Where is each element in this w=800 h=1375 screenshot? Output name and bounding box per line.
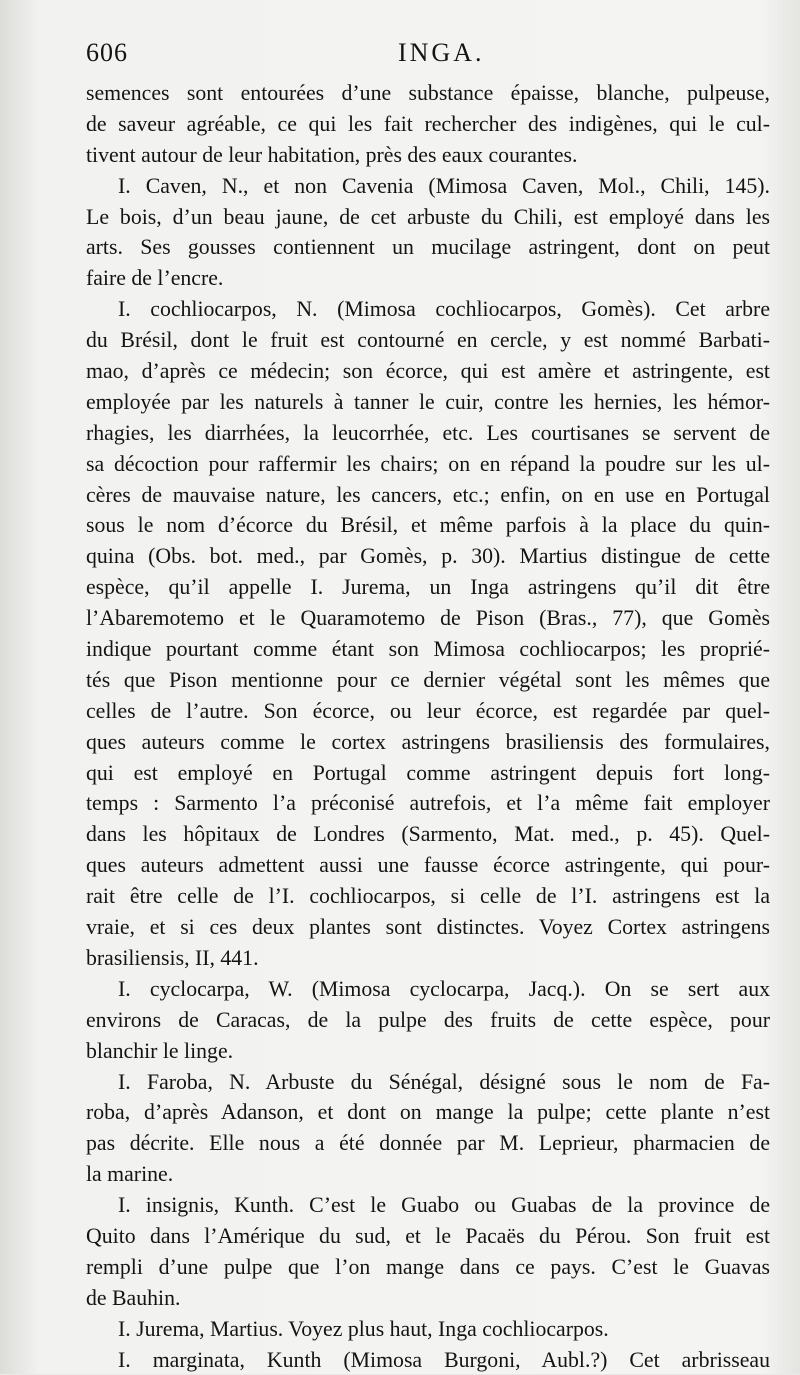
- text-line: brasiliensis, II, 441.: [86, 945, 259, 970]
- text-line: rhagies, les diarrhées, la leucorrhée, etc. Les courtisanes se servent de: [86, 420, 770, 445]
- text-line: roba, d’après Adanson, et dont on mange la pulpe; cette plante n’est: [86, 1100, 770, 1125]
- text-line: dans les hôpitaux de Londres (Sarmento, Mat. med., p. 45). Quel-: [86, 822, 770, 847]
- text-line: temps : Sarmento l’a préconisé autrefois, et l’a même fait employer: [86, 791, 770, 816]
- text-line: semences sont entourées d’une substance épaisse, blanche, pulpeuse,: [86, 81, 770, 105]
- text-line: la marine.: [86, 1162, 174, 1187]
- text-line: Quito dans l’Amérique du sud, et le Pacaës du Pérou. Son fruit est: [86, 1223, 770, 1248]
- text-line: I. Jurema, Martius. Voyez plus haut, Inga cochliocarpos.: [118, 1316, 609, 1341]
- page-body-text: [86, 78, 770, 1375]
- paragraph: [86, 1067, 770, 1191]
- text-line: ques auteurs comme le cortex astringens brasiliensis des formulaires,: [86, 729, 770, 754]
- paragraph: [86, 1190, 770, 1314]
- text-line: espèce, qu’il appelle I. Jurema, un Inga astringens qu’il dit être: [86, 575, 770, 600]
- text-line: I. Faroba, N. Arbuste du Sénégal, désigné sous le nom de Fa-: [118, 1069, 770, 1094]
- text-line: Le bois, d’un beau jaune, de cet arbuste du Chili, est employé dans les: [86, 204, 770, 229]
- text-line: vraie, et si ces deux plantes sont distinctes. Voyez Cortex astringens: [86, 915, 770, 940]
- text-line: du Brésil, dont le fruit est contourné en cercle, y est nommé Barbati-: [86, 328, 770, 353]
- paragraph: [86, 171, 770, 295]
- paragraph: [86, 294, 770, 974]
- text-line: qui est employé en Portugal comme astringent depuis fort long-: [86, 760, 770, 785]
- text-line: I. Caven, N., et non Cavenia (Mimosa Caven, Mol., Chili, 145).: [118, 173, 770, 198]
- page-header: [86, 38, 770, 78]
- text-line: faire de l’encre.: [86, 266, 224, 291]
- paragraph: [86, 1345, 770, 1375]
- text-line: rait être celle de l’I. cochliocarpos, si celle de l’I. astringens est la: [86, 884, 770, 909]
- text-line: I. cyclocarpa, W. (Mimosa cyclocarpa, Jacq.). On se sert aux: [118, 976, 770, 1001]
- text-line: de saveur agréable, ce qui les fait rechercher des indigènes, qui le cul-: [86, 111, 770, 136]
- text-line: sous le nom d’écorce du Brésil, et même parfois à la place du quin-: [86, 513, 770, 538]
- text-line: celles de l’autre. Son écorce, ou leur écorce, est regardée par quel-: [86, 698, 770, 723]
- text-line: employée par les naturels à tanner le cuir, contre les hernies, les hémor-: [86, 389, 770, 414]
- paragraph: [86, 974, 770, 1067]
- text-line: de Bauhin.: [86, 1285, 181, 1310]
- text-line: tés que Pison mentionne pour ce dernier végétal sont les mêmes que: [86, 667, 770, 692]
- text-line: tivent autour de leur habitation, près des eaux courantes.: [86, 142, 578, 167]
- text-line: sa décoction pour raffermir les chairs; on en répand la poudre sur les ul-: [86, 451, 770, 476]
- running-title: INGA.: [398, 38, 485, 67]
- text-line: rempli d’une pulpe que l’on mange dans ce pays. C’est le Guavas: [86, 1254, 770, 1279]
- text-line: environs de Caracas, de la pulpe des fruits de cette espèce, pour: [86, 1007, 770, 1032]
- text-line: I. insignis, Kunth. C’est le Guabo ou Guabas de la province de: [118, 1193, 770, 1218]
- text-line: I. cochliocarpos, N. (Mimosa cochliocarpos, Gomès). Cet arbre: [118, 297, 770, 322]
- paragraph: [86, 78, 770, 171]
- text-line: pas décrite. Elle nous a été donnée par M. Leprieur, pharmacien de: [86, 1131, 770, 1156]
- text-line: mao, d’après ce médecin; son écorce, qui est amère et astringente, est: [86, 359, 770, 384]
- text-line: ques auteurs admettent aussi une fausse écorce astringente, qui pour-: [86, 853, 770, 878]
- text-line: l’Abaremotemo et le Quaramotemo de Pison (Bras., 77), que Gomès: [86, 606, 770, 631]
- text-line: I. marginata, Kunth (Mimosa Burgoni, Aubl.?) Cet arbrisseau: [118, 1347, 770, 1372]
- paragraph: [86, 1314, 770, 1345]
- text-line: cères de mauvaise nature, les cancers, etc.; enfin, on en use en Portugal: [86, 482, 770, 507]
- text-line: quina (Obs. bot. med., par Gomès, p. 30). Martius distingue de cette: [86, 544, 770, 569]
- text-line: blanchir le linge.: [86, 1038, 234, 1063]
- page-number: 606: [86, 38, 128, 67]
- text-line: indique pourtant comme étant son Mimosa cochliocarpos; les proprié-: [86, 637, 770, 662]
- text-line: arts. Ses gousses contiennent un mucilage astringent, dont on peut: [86, 235, 770, 260]
